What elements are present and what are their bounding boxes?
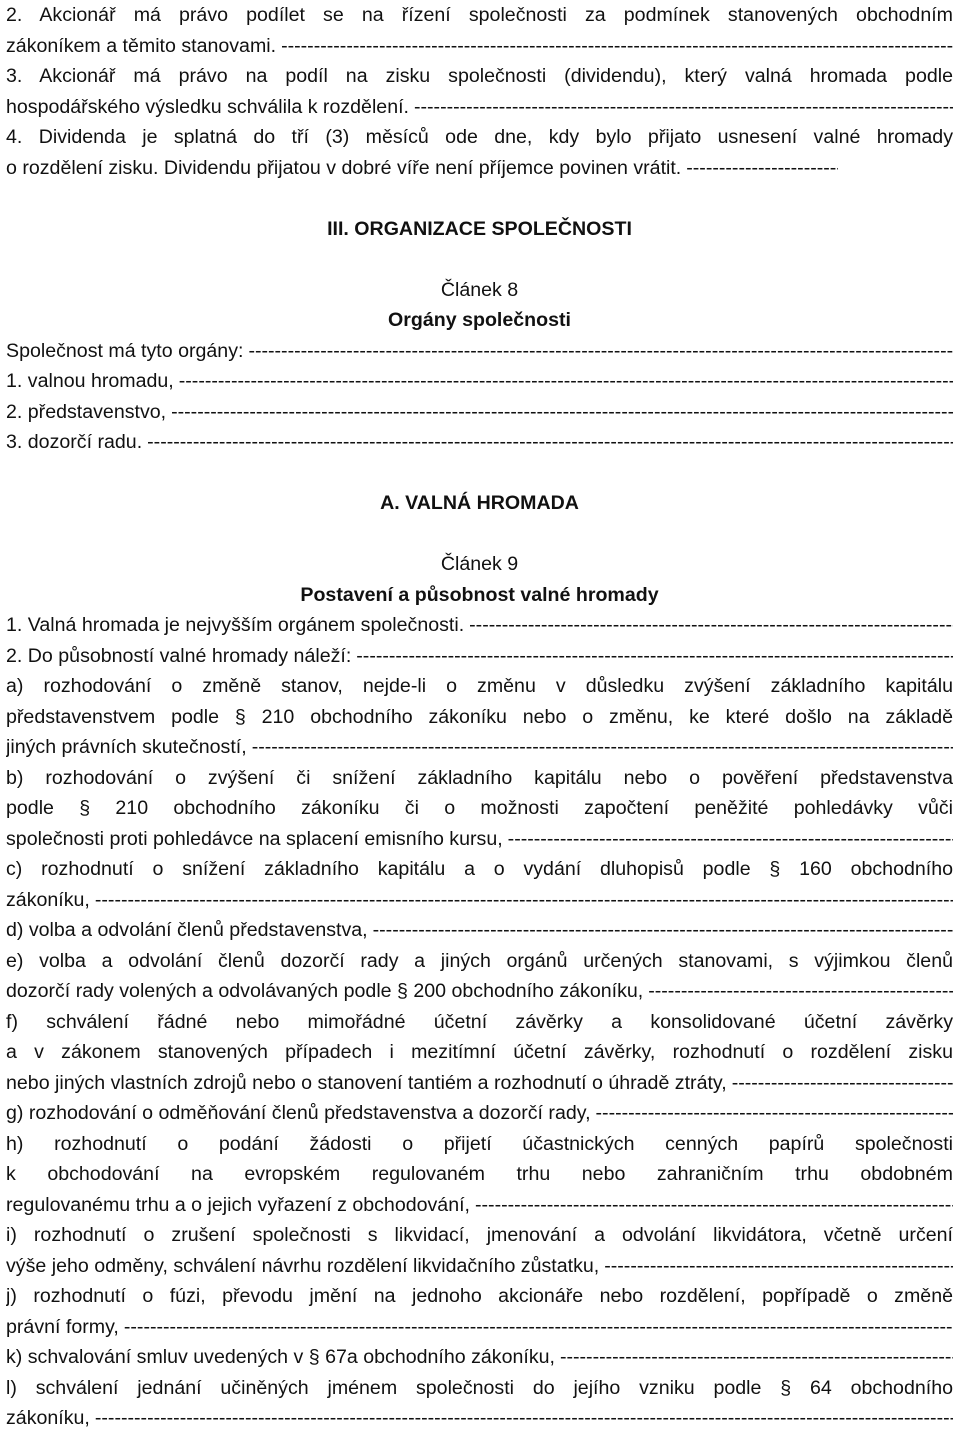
dash-leader — [248, 336, 953, 367]
item-b-line-1: b) rozhodování o zvýšení či snížení základního kapitálu nebo o pověření představenstva — [6, 766, 953, 789]
item-l-line-2-text: zákoníku, — [6, 1407, 90, 1429]
paragraph-3-line-1: 3. Akcionář má právo na podíl na zisku společnosti (dividendu), který valná hromada podle — [6, 65, 953, 87]
item-b-line-3-text: společnosti proti pohledávce na splacení emisního kursu, — [6, 827, 503, 850]
dash-leader — [95, 1403, 953, 1434]
item-f-line-3-text: nebo jiných vlastních zdrojů nebo o stanovení tantiém a rozhodnutí o úhradě ztráty, — [6, 1071, 727, 1094]
dash-leader — [95, 885, 953, 916]
item-e-line-2-text: dozorčí rady volených a odvolávaných podle § 200 obchodního zákoníku, — [6, 980, 644, 1002]
section-heading: III. ORGANIZACE SPOLEČNOSTI — [327, 217, 632, 240]
item-l-line-1: l) schválení jednání učiněných jménem společnosti do jejího vzniku podle § 64 obchodního — [6, 1376, 953, 1399]
article-8-number: Článek 8 — [440, 278, 519, 301]
item-c-line-1: c) rozhodnutí o snížení základního kapitálu a o vydání dluhopisů podle § 160 obchodního — [6, 858, 953, 880]
item-d-line-1 — [6, 915, 953, 946]
article-9-paragraph-1 — [6, 610, 953, 641]
paragraph-2-line-2-text: zákoníkem a těmito stanovami. — [6, 34, 277, 57]
item-b-line-2: podle § 210 obchodního zákoníku či o možnosti započtení peněžité pohledávky vůči — [6, 797, 953, 819]
item-a-line-3 — [6, 732, 953, 763]
article-8-intro-text: Společnost má tyto orgány: — [6, 339, 244, 362]
dash-leader — [147, 427, 953, 458]
organ-item-text: 3. dozorčí radu. — [6, 431, 143, 453]
item-e-line-1: e) volba a odvolání členů dozorčí rady a jiných orgánů určených stanovami, s výjimkou členů — [6, 949, 953, 972]
spacer — [6, 183, 953, 214]
item-i-line-2-text: výše jeho odměny, schválení návrhu rozdělení likvidačního zůstatku, — [6, 1254, 600, 1277]
dash-leader — [686, 153, 838, 184]
item-k-line-1-text: k) schvalování smluv uvedených v § 67a obchodního zákoníku, — [6, 1346, 555, 1368]
item-h-line-1: h) rozhodnutí o podání žádosti o přijetí účastnických cenných papírů společnosti — [6, 1132, 953, 1155]
item-j-line-2-text: právní formy, — [6, 1315, 119, 1338]
article-8-title: Orgány společnosti — [388, 309, 571, 331]
article-9-paragraph-2-text: 2. Do působností valné hromady náleží: — [6, 644, 352, 667]
dash-leader — [252, 732, 953, 763]
item-g-line-1 — [6, 1098, 953, 1129]
item-j-line-1: j) rozhodnutí o fúzi, převodu jmění na jednoho akcionáře nebo rozdělení, popřípadě o změně — [6, 1285, 953, 1307]
spacer — [6, 519, 953, 550]
organ-item — [6, 366, 953, 397]
item-h-line-3-text: regulovanému trhu a o jejich vyřazení z obchodování, — [6, 1193, 470, 1216]
item-i-line-1: i) rozhodnutí o zrušení společnosti s likvidací, jmenování a odvolání likvidátora, včetně určení — [6, 1224, 953, 1246]
organ-item-text: 2. představenstvo, — [6, 400, 167, 423]
dash-leader — [179, 366, 953, 397]
dash-leader — [732, 1068, 953, 1099]
dash-leader — [475, 1190, 953, 1221]
paragraph-2-line-1: 2. Akcionář má právo podílet se na řízení společnosti za podmínek stanovených obchodním — [6, 4, 953, 26]
item-h-line-3 — [6, 1190, 953, 1221]
dash-leader — [171, 397, 953, 428]
paragraph-3-line-2 — [6, 92, 953, 123]
paragraph-2-line-2 — [6, 31, 953, 62]
article-9-paragraph-1-text: 1. Valná hromada je nejvyšším orgánem společnosti. — [6, 614, 465, 636]
item-i-line-2 — [6, 1251, 953, 1282]
dash-leader — [373, 915, 953, 946]
item-a-line-1: a) rozhodování o změně stanov, nejde-li o změnu v důsledku zvýšení základního kapitálu — [6, 675, 953, 697]
item-h-line-2: k obchodování na evropském regulovaném trhu nebo zahraničním trhu obdobném — [6, 1163, 953, 1185]
item-k-line-1 — [6, 1342, 953, 1373]
item-g-line-1-text: g) rozhodování o odměňování členů představenstva a dozorčí rady, — [6, 1102, 591, 1124]
organ-item — [6, 397, 953, 428]
paragraph-3-line-2-text: hospodářského výsledku schválila k rozdělení. — [6, 95, 409, 118]
item-e-line-2 — [6, 976, 953, 1007]
item-l-line-2 — [6, 1403, 953, 1434]
dash-leader — [560, 1342, 953, 1373]
dash-leader — [281, 31, 953, 62]
item-a-line-3-text: jiných právních skutečností, — [6, 736, 247, 758]
spacer — [6, 458, 953, 489]
article-9-paragraph-2 — [6, 641, 953, 672]
spacer — [6, 244, 953, 275]
dash-leader — [414, 92, 953, 123]
item-b-line-3 — [6, 824, 953, 855]
item-f-line-3 — [6, 1068, 953, 1099]
paragraph-4-line-2-text: o rozdělení zisku. Dividendu přijatou v dobré víře není příjemce povinen vrátit. — [6, 156, 682, 179]
paragraph-4-line-1: 4. Dividenda je splatná do tří (3) měsíců ode dne, kdy bylo přijato usnesení valné hromady — [6, 126, 953, 148]
paragraph-4-line-2 — [6, 153, 953, 184]
organ-item-text: 1. valnou hromadu, — [6, 370, 174, 392]
dash-leader — [356, 641, 953, 672]
item-f-line-1: f) schválení řádné nebo mimořádné účetní závěrky a konsolidované účetní závěrky — [6, 1010, 953, 1033]
item-c-line-2-text: zákoníku, — [6, 888, 90, 911]
article-9-title: Postavení a působnost valné hromady — [300, 583, 659, 606]
dash-leader — [508, 824, 953, 855]
item-f-line-2: a v zákonem stanovených případech i mezitímní účetní závěrky, rozhodnutí o rozdělení zisku — [6, 1041, 953, 1063]
dash-leader — [648, 976, 953, 1007]
item-a-line-2: představenstvem podle § 210 obchodního zákoníku nebo o změnu, ke které došlo na základě — [6, 705, 953, 728]
item-c-line-2 — [6, 885, 953, 916]
article-9-number: Článek 9 — [440, 553, 519, 575]
organ-item — [6, 427, 953, 458]
dash-leader — [469, 610, 953, 641]
item-j-line-2 — [6, 1312, 953, 1343]
dash-leader — [604, 1251, 953, 1282]
item-d-line-1-text: d) volba a odvolání členů představenstva, — [6, 919, 368, 941]
dash-leader — [596, 1098, 953, 1129]
article-8-intro — [6, 336, 953, 367]
dash-leader — [124, 1312, 953, 1343]
subsection-heading: A. VALNÁ HROMADA — [380, 492, 579, 514]
